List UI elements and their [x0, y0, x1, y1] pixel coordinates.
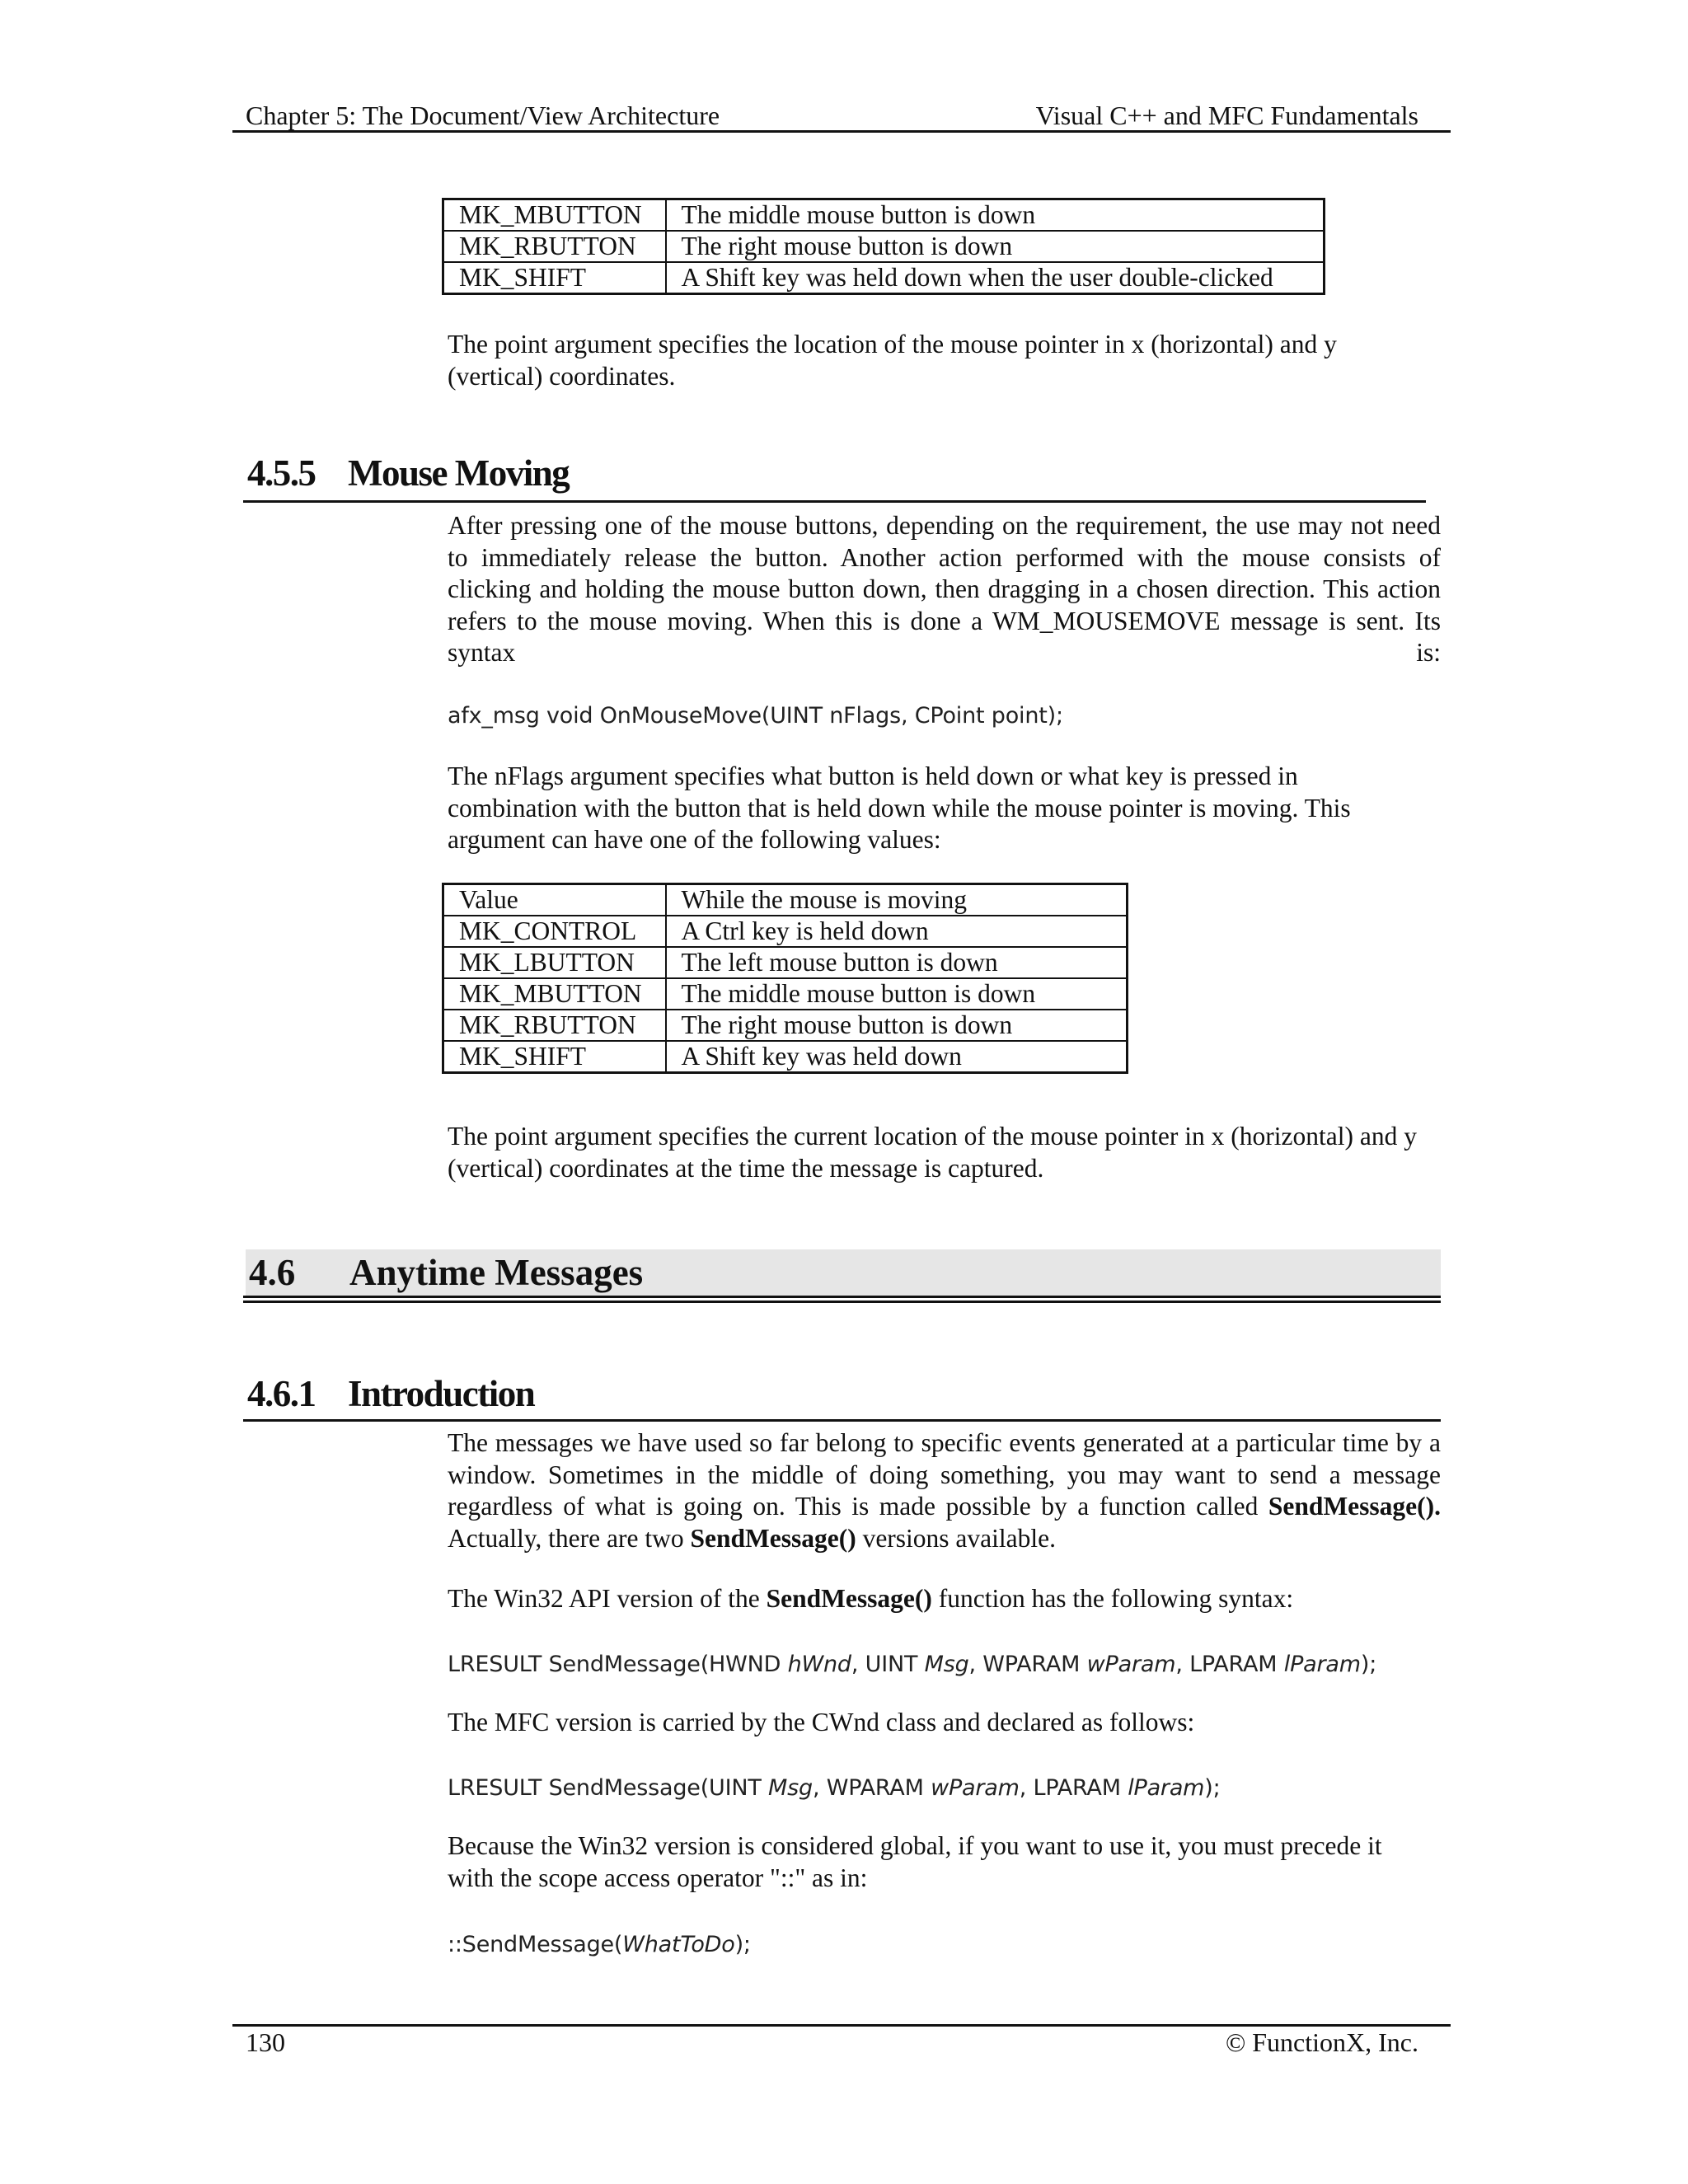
text-run: versions available. [862, 1523, 1056, 1553]
table-cell: A Shift key was held down [666, 1041, 1128, 1073]
paragraph-point-current: The point argument specifies the current location of the mouse pointer in x (horizontal) and y (vertical) coordinates at the time the message is captured. [448, 1122, 1417, 1183]
section-heading-introduction [247, 1372, 534, 1415]
section-number: 4.6 [249, 1252, 296, 1293]
table-row [443, 947, 1128, 978]
table-row [443, 231, 1325, 262]
code-win32-sendmessage [448, 1651, 1376, 1679]
code-param: hWnd [787, 1652, 851, 1677]
page-number: 130 [246, 2027, 285, 2057]
table-row [443, 1010, 1128, 1041]
code-text: ); [1204, 1775, 1221, 1801]
code-param: wParam [1086, 1652, 1176, 1677]
table-cell: The left mouse button is down [666, 947, 1128, 978]
section-heading-anytime-messages [249, 1251, 643, 1294]
section-double-rule-top [243, 1296, 1441, 1298]
code-text: ); [1360, 1652, 1377, 1677]
paragraph-nflags: The nFlags argument specifies what button is held down or what key is pressed in combination with the button that is held down while the mouse pointer is moving. This argument can have one of the following values: [448, 762, 1351, 854]
code-text: , UINT [851, 1652, 925, 1677]
table-cell: MK_MBUTTON [443, 199, 666, 232]
table-cell: MK_RBUTTON [443, 1010, 666, 1041]
table-cell: MK_RBUTTON [443, 231, 666, 262]
table-cell: MK_SHIFT [443, 1041, 666, 1073]
section-number: 4.5.5 [247, 452, 316, 494]
table-cell: The middle mouse button is down [666, 199, 1325, 232]
section-title: Anytime Messages [349, 1252, 644, 1293]
table-row [443, 916, 1128, 947]
table-header-cell: Value [443, 884, 666, 916]
section-number: 4.6.1 [247, 1373, 316, 1414]
code-text: LRESULT SendMessage(UINT [448, 1775, 769, 1801]
code-global-sendmessage [448, 1931, 751, 1959]
code-param: WhatToDo [622, 1932, 735, 1957]
code-text: ::SendMessage( [448, 1932, 623, 1957]
footer-rule [232, 2024, 1451, 2027]
text-run: function has the following syntax: [938, 1584, 1294, 1613]
code-text: LRESULT SendMessage(HWND [448, 1652, 788, 1677]
paragraph-scope-operator: Because the Win32 version is considered global, if you want to use it, you must precede it with the scope access operator "::" as in: [448, 1831, 1382, 1892]
code-param: Msg [768, 1775, 813, 1801]
code-text: , WPARAM [812, 1775, 931, 1801]
code-mfc-sendmessage [448, 1774, 1221, 1802]
text-run: Actually, there are two [448, 1523, 684, 1553]
code-param: Msg [924, 1652, 969, 1677]
table-cell: The right mouse button is down [666, 1010, 1128, 1041]
code-text: ); [734, 1932, 751, 1957]
section-heading-mouse-moving [247, 452, 569, 494]
header-book-title: Visual C++ and MFC Fundamentals [1035, 101, 1418, 130]
text-run: The Win32 API version of the [448, 1584, 760, 1613]
function-name-bold: SendMessage(). [1268, 1492, 1442, 1521]
table-cell: MK_LBUTTON [443, 947, 666, 978]
paragraph-point-argument: The point argument specifies the location of the mouse pointer in x (horizontal) and y (vertical) coordinates. [448, 330, 1337, 391]
section-rule [243, 500, 1426, 503]
table-cell: A Ctrl key is held down [666, 916, 1128, 947]
table-cell: MK_SHIFT [443, 262, 666, 294]
table-header-row [443, 884, 1128, 916]
table-row [443, 1041, 1128, 1073]
paragraph-mfc-version: The MFC version is carried by the CWnd class and declared as follows: [448, 1708, 1195, 1736]
table-row [443, 199, 1325, 232]
table-cell: The right mouse button is down [666, 231, 1325, 262]
code-param: wParam [931, 1775, 1020, 1801]
table-cell: The middle mouse button is down [666, 978, 1128, 1010]
header-rule [232, 130, 1451, 133]
code-onmousemove: afx_msg void OnMouseMove(UINT nFlags, CPoint point); [448, 703, 1063, 729]
code-text: , WPARAM [968, 1652, 1087, 1677]
paragraph-mouse-moving-intro: After pressing one of the mouse buttons, depending on the requirement, the use may not need to immediately release the button. Another action performed with the mouse consists of clicking and holding the mouse button down, then dragging in a chosen direction. This action refers to the mouse moving. When this is done a WM_MOUSEMOVE message is sent. Its syntax is: [448, 511, 1441, 667]
function-name-bold: SendMessage() [690, 1523, 856, 1553]
table-header-cell: While the mouse is moving [666, 884, 1128, 916]
section-title: Mouse Moving [348, 452, 570, 494]
header-chapter: Chapter 5: The Document/View Architecture [246, 101, 720, 130]
table-row [443, 262, 1325, 294]
section-title: Introduction [348, 1373, 535, 1414]
code-param: lParam [1283, 1652, 1361, 1677]
table-row [443, 978, 1128, 1010]
table-cell: A Shift key was held down when the user double-clicked [666, 262, 1325, 294]
paragraph-win32-version [448, 1583, 1428, 1615]
paragraph-introduction [448, 1427, 1441, 1554]
text-run: The messages we have used so far belong to specific events generated at a particular time by a window. Sometimes in the middle of doing something, you may want to send a message regardless of what is going on. This is made possible by a function called [448, 1428, 1441, 1521]
function-name-bold: SendMessage() [766, 1584, 932, 1613]
footer-publisher: © FunctionX, Inc. [1225, 2027, 1418, 2057]
mouse-move-flags-table [442, 883, 1128, 1074]
code-param: lParam [1128, 1775, 1205, 1801]
code-text: , LPARAM [1019, 1775, 1128, 1801]
section-rule [243, 1419, 1441, 1422]
section-double-rule-bottom [243, 1301, 1441, 1303]
table-cell: MK_MBUTTON [443, 978, 666, 1010]
code-text: , LPARAM [1175, 1652, 1284, 1677]
flags-table-continued [442, 198, 1325, 295]
table-cell: MK_CONTROL [443, 916, 666, 947]
